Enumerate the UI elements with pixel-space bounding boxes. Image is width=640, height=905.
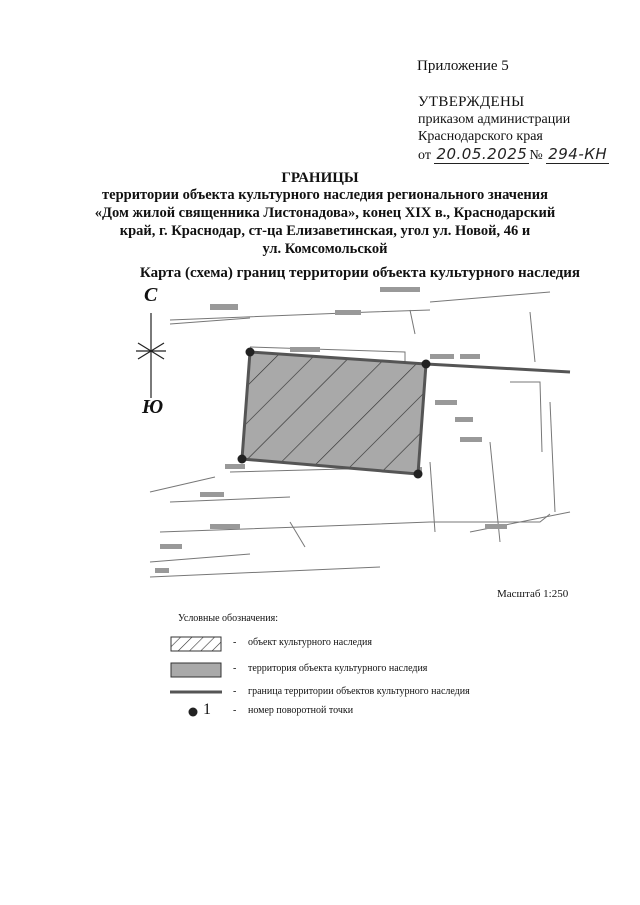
document-title: ГРАНИЦЫ — [281, 170, 359, 186]
map-caption: Карта (схема) границ территории объекта культурного наследия — [139, 265, 581, 281]
compass-north-letter: С — [144, 284, 158, 306]
order-number-sign: № — [529, 148, 543, 163]
order-from: от — [418, 148, 431, 163]
turning-point-4 — [238, 455, 247, 464]
approval-block — [418, 94, 570, 145]
boundary-map — [130, 282, 580, 587]
legend-title: Условные обозначения: — [178, 613, 279, 624]
legend-dash: - — [233, 705, 237, 716]
turning-point-3 — [414, 470, 423, 479]
approved-line-1: приказом администрации — [418, 112, 571, 127]
document-subtitle — [90, 186, 560, 258]
subtitle-line-4: ул. Комсомольской — [262, 241, 388, 257]
hatch-box-icon — [170, 636, 222, 652]
turning-point-1 — [246, 348, 255, 357]
order-date: 20.05.2025 — [436, 145, 528, 163]
legend-label: территория объекта культурного наследия — [248, 663, 428, 674]
street-boundary-line — [426, 364, 570, 372]
subtitle-line-2: «Дом жилой священника Листонадова», конец XIX в., Краснодарский — [94, 205, 556, 221]
subtitle-line-1: территории объекта культурного наследия регионального значения — [102, 187, 548, 203]
map-scale: Масштаб 1:250 — [497, 588, 569, 600]
gray-box-icon — [170, 662, 222, 678]
approved-line-2: Краснодарского края — [418, 129, 543, 144]
legend-dash: - — [233, 686, 237, 697]
appendix-label: Приложение 5 — [417, 58, 509, 74]
legend-label: номер поворотной точки — [248, 705, 354, 716]
legend-label: объект культурного наследия — [248, 637, 372, 648]
legend-point-number: 1 — [203, 701, 211, 718]
order-number: 294-КН — [548, 145, 608, 163]
compass-south-letter: Ю — [142, 396, 164, 418]
thick-line-icon — [170, 685, 222, 701]
legend-dash: - — [233, 637, 237, 648]
approved-heading: УТВЕРЖДЕНЫ — [418, 94, 525, 110]
legend-dash: - — [233, 663, 237, 674]
point-dot-icon — [187, 706, 199, 718]
order-line — [418, 145, 609, 164]
subtitle-line-3: край, г. Краснодар, ст-ца Елизаветинская, угол ул. Новой, 46 и — [119, 223, 531, 239]
turning-point-2 — [422, 360, 431, 369]
legend-label: граница территории объектов культурного наследия — [248, 686, 470, 697]
heritage-object-hatch — [242, 352, 426, 474]
